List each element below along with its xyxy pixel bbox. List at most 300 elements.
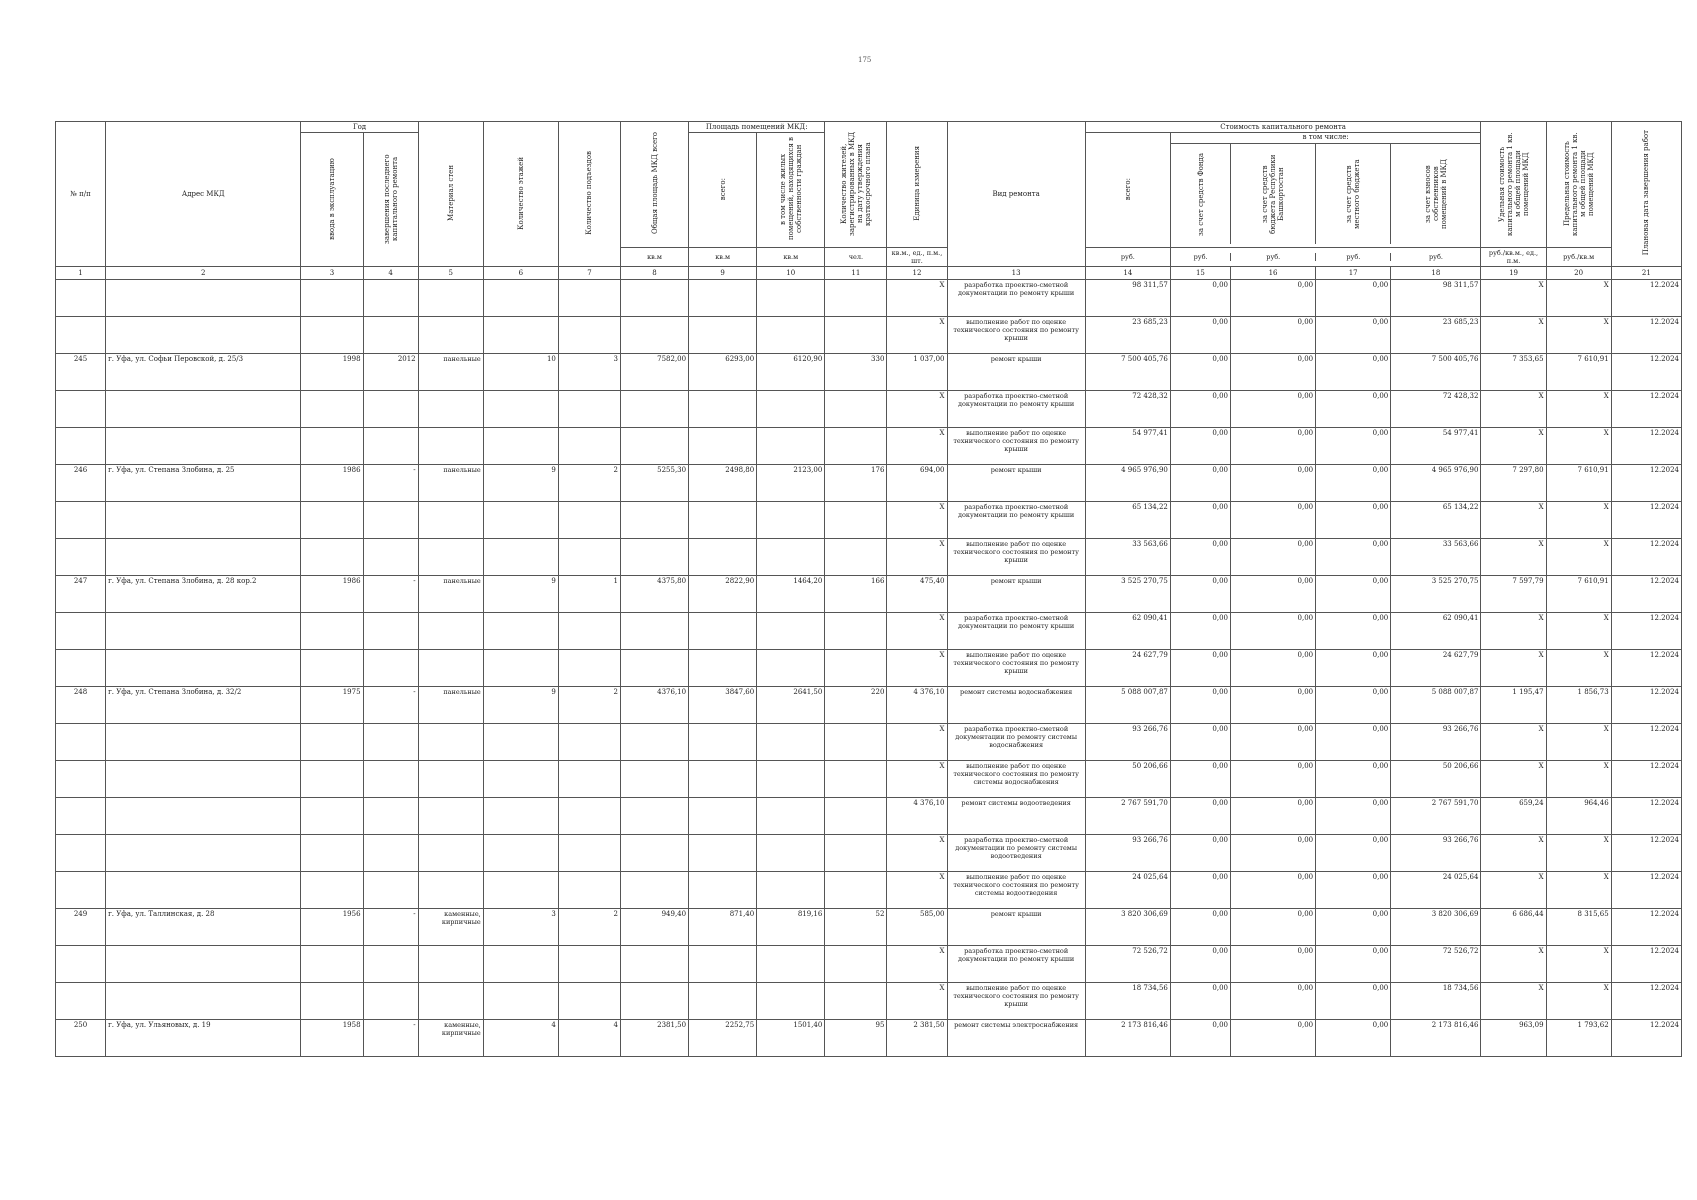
cell-rep: 0,00	[1230, 872, 1315, 909]
cell-loc: 0,00	[1316, 428, 1391, 465]
cell-pp	[757, 391, 825, 428]
cell-uc: X	[1481, 872, 1546, 909]
cell-date: 12.2024	[1611, 946, 1681, 983]
cell-work: разработка проектно-сметной документации по ремонту крыши	[947, 391, 1085, 428]
cell-en	[558, 983, 620, 1020]
cell-ta	[620, 539, 688, 576]
cell-uc: 7 353,65	[1481, 354, 1546, 391]
cell-pa	[689, 835, 757, 872]
cell-fl: 9	[483, 465, 558, 502]
cell-res	[825, 946, 887, 983]
cell-loc: 0,00	[1316, 983, 1391, 1020]
cell-fund: 0,00	[1170, 946, 1230, 983]
cell-pa: 2252,75	[689, 1020, 757, 1057]
cell-pa	[689, 650, 757, 687]
cell-addr: г. Уфа, ул. Софьи Перовской, д. 25/3	[106, 354, 301, 391]
cell-lc: 8 315,65	[1546, 909, 1611, 946]
cell-work: ремонт системы водоснабжения	[947, 687, 1085, 724]
cell-work: ремонт крыши	[947, 354, 1085, 391]
table-row	[56, 1020, 1682, 1057]
cell-addr	[106, 280, 301, 317]
cell-lc: X	[1546, 613, 1611, 650]
cell-loc: 0,00	[1316, 650, 1391, 687]
cell-res	[825, 798, 887, 835]
cell-fund: 0,00	[1170, 354, 1230, 391]
cell-unit: X	[887, 391, 947, 428]
header-premises-area: Площадь помещений МКД:	[689, 122, 825, 133]
cell-ta: 5255,30	[620, 465, 688, 502]
cell-rep: 0,00	[1230, 576, 1315, 613]
table-row	[56, 428, 1682, 465]
cell-y2	[363, 539, 418, 576]
header-floors: Количество этажей	[483, 122, 558, 267]
cell-pp	[757, 650, 825, 687]
header-address: Адрес МКД	[106, 122, 301, 267]
cell-y2: -	[363, 1020, 418, 1057]
cell-uc: X	[1481, 650, 1546, 687]
cell-rep: 0,00	[1230, 835, 1315, 872]
cell-pp	[757, 539, 825, 576]
cell-lc: X	[1546, 280, 1611, 317]
cell-addr	[106, 724, 301, 761]
cell-n	[56, 280, 106, 317]
cell-loc: 0,00	[1316, 946, 1391, 983]
cell-date: 12.2024	[1611, 428, 1681, 465]
cell-n	[56, 724, 106, 761]
cell-n	[56, 650, 106, 687]
cell-total: 7 500 405,76	[1085, 354, 1170, 391]
cell-y1	[301, 798, 363, 835]
cell-fund: 0,00	[1170, 465, 1230, 502]
cell-date: 12.2024	[1611, 354, 1681, 391]
cell-uc: X	[1481, 391, 1546, 428]
cell-en: 4	[558, 1020, 620, 1057]
cell-work: разработка проектно-сметной документации по ремонту крыши	[947, 280, 1085, 317]
table-row	[56, 687, 1682, 724]
cell-res	[825, 650, 887, 687]
cell-mat	[418, 613, 483, 650]
cell-unit: 4 376,10	[887, 687, 947, 724]
cell-loc: 0,00	[1316, 280, 1391, 317]
cell-own: 18 734,56	[1391, 983, 1481, 1020]
cell-ta	[620, 280, 688, 317]
cell-mat: панельные	[418, 576, 483, 613]
cell-lc: 1 793,62	[1546, 1020, 1611, 1057]
cell-en	[558, 539, 620, 576]
column-number: 14	[1085, 267, 1170, 280]
cell-fund: 0,00	[1170, 872, 1230, 909]
cell-fund: 0,00	[1170, 1020, 1230, 1057]
cell-addr	[106, 502, 301, 539]
cell-unit: X	[887, 946, 947, 983]
header-owners: за счет взносов собственников помещений в МКД	[1423, 159, 1448, 229]
cell-ta	[620, 391, 688, 428]
table-row	[56, 798, 1682, 835]
cell-ta	[620, 724, 688, 761]
cell-loc: 0,00	[1316, 465, 1391, 502]
column-number: 9	[689, 267, 757, 280]
cell-y2: 2012	[363, 354, 418, 391]
cell-unit: X	[887, 539, 947, 576]
column-number: 10	[757, 267, 825, 280]
cell-work: разработка проектно-сметной документации по ремонту системы водоснабжения	[947, 724, 1085, 761]
cell-loc: 0,00	[1316, 1020, 1391, 1057]
cell-pp	[757, 613, 825, 650]
header-unit: Единица измерения	[887, 122, 947, 248]
header-cost: Стоимость капитального ремонта	[1085, 122, 1481, 133]
cell-res: 220	[825, 687, 887, 724]
cell-res	[825, 835, 887, 872]
cell-total: 65 134,22	[1085, 502, 1170, 539]
cell-pa	[689, 983, 757, 1020]
header-total-area: Общая площадь МКД всего	[620, 122, 688, 248]
cell-fl	[483, 798, 558, 835]
cell-loc: 0,00	[1316, 909, 1391, 946]
cell-mat	[418, 280, 483, 317]
cell-fl: 10	[483, 354, 558, 391]
cell-total: 50 206,66	[1085, 761, 1170, 798]
cell-ta: 4375,80	[620, 576, 688, 613]
cell-mat: панельные	[418, 465, 483, 502]
cell-en: 2	[558, 465, 620, 502]
column-number: 13	[947, 267, 1085, 280]
cell-uc: X	[1481, 280, 1546, 317]
cell-rep: 0,00	[1230, 317, 1315, 354]
cell-fund: 0,00	[1170, 576, 1230, 613]
cell-own: 98 311,57	[1391, 280, 1481, 317]
cell-y2: -	[363, 909, 418, 946]
cell-addr	[106, 798, 301, 835]
cell-rep: 0,00	[1230, 687, 1315, 724]
cell-loc: 0,00	[1316, 539, 1391, 576]
cell-total: 62 090,41	[1085, 613, 1170, 650]
cell-uc: 7 297,80	[1481, 465, 1546, 502]
cell-pa	[689, 798, 757, 835]
cell-fl: 4	[483, 1020, 558, 1057]
cell-mat: каменные, кирпичные	[418, 1020, 483, 1057]
cell-lc: X	[1546, 983, 1611, 1020]
cell-lc: X	[1546, 539, 1611, 576]
cell-loc: 0,00	[1316, 317, 1391, 354]
cell-total: 5 088 007,87	[1085, 687, 1170, 724]
column-number: 6	[483, 267, 558, 280]
cell-fund: 0,00	[1170, 909, 1230, 946]
cell-n: 246	[56, 465, 106, 502]
cell-loc: 0,00	[1316, 724, 1391, 761]
cell-lc: 7 610,91	[1546, 576, 1611, 613]
cell-uc: 7 597,79	[1481, 576, 1546, 613]
cell-date: 12.2024	[1611, 613, 1681, 650]
column-numbers-row	[56, 267, 1682, 280]
cell-lc: 7 610,91	[1546, 465, 1611, 502]
cell-mat	[418, 946, 483, 983]
column-number: 21	[1611, 267, 1681, 280]
cell-y1	[301, 502, 363, 539]
cell-rep: 0,00	[1230, 428, 1315, 465]
cell-addr: г. Уфа, ул. Степана Злобина, д. 32/2	[106, 687, 301, 724]
cell-lc: X	[1546, 761, 1611, 798]
cell-y1	[301, 724, 363, 761]
cell-y1	[301, 280, 363, 317]
cell-n: 247	[56, 576, 106, 613]
cell-res	[825, 317, 887, 354]
cell-unit: X	[887, 761, 947, 798]
cell-addr: г. Уфа, ул. Степана Злобина, д. 25	[106, 465, 301, 502]
column-number: 17	[1316, 267, 1391, 280]
cell-lc: X	[1546, 946, 1611, 983]
cell-rep: 0,00	[1230, 946, 1315, 983]
cell-pa	[689, 539, 757, 576]
cell-en: 2	[558, 687, 620, 724]
cell-work: разработка проектно-сметной документации по ремонту крыши	[947, 946, 1085, 983]
cell-pa	[689, 724, 757, 761]
header-fund: за счет средств Фонда	[1171, 144, 1231, 244]
cell-date: 12.2024	[1611, 983, 1681, 1020]
cell-own: 65 134,22	[1391, 502, 1481, 539]
column-number: 18	[1391, 267, 1481, 280]
cell-uc: X	[1481, 428, 1546, 465]
cell-res: 52	[825, 909, 887, 946]
cell-own: 2 767 591,70	[1391, 798, 1481, 835]
cell-en	[558, 798, 620, 835]
header-local: за счет средств местного бюджета	[1316, 144, 1391, 244]
table-body	[56, 280, 1682, 1057]
header-entrances: Количество подъездов	[558, 122, 620, 267]
cell-uc: 1 195,47	[1481, 687, 1546, 724]
cell-work: выполнение работ по оценке технического состояния по ремонту системы водоотведения	[947, 872, 1085, 909]
cell-n	[56, 613, 106, 650]
cell-pa: 6293,00	[689, 354, 757, 391]
cell-mat: панельные	[418, 687, 483, 724]
cell-n: 248	[56, 687, 106, 724]
cell-fl	[483, 613, 558, 650]
cell-rep: 0,00	[1230, 761, 1315, 798]
cell-ta	[620, 613, 688, 650]
cell-rep: 0,00	[1230, 724, 1315, 761]
cell-total: 23 685,23	[1085, 317, 1170, 354]
cell-date: 12.2024	[1611, 391, 1681, 428]
cell-res	[825, 983, 887, 1020]
cell-y2: -	[363, 687, 418, 724]
cell-mat	[418, 650, 483, 687]
cell-rep: 0,00	[1230, 1020, 1315, 1057]
cell-lc: X	[1546, 835, 1611, 872]
cell-addr	[106, 946, 301, 983]
cell-en: 1	[558, 576, 620, 613]
cell-date: 12.2024	[1611, 909, 1681, 946]
cell-pp	[757, 835, 825, 872]
cell-uc: X	[1481, 983, 1546, 1020]
cell-lc: X	[1546, 724, 1611, 761]
cell-addr	[106, 391, 301, 428]
cell-date: 12.2024	[1611, 539, 1681, 576]
cell-uc: X	[1481, 502, 1546, 539]
column-number: 19	[1481, 267, 1546, 280]
table-row	[56, 724, 1682, 761]
cell-unit: X	[887, 872, 947, 909]
cell-own: 3 820 306,69	[1391, 909, 1481, 946]
table-row	[56, 317, 1682, 354]
cell-own: 72 428,32	[1391, 391, 1481, 428]
cell-loc: 0,00	[1316, 391, 1391, 428]
cell-fund: 0,00	[1170, 280, 1230, 317]
table-row	[56, 872, 1682, 909]
cell-y2: -	[363, 576, 418, 613]
cell-rep: 0,00	[1230, 391, 1315, 428]
cell-n	[56, 317, 106, 354]
cell-total: 72 428,32	[1085, 391, 1170, 428]
cell-pp: 2641,50	[757, 687, 825, 724]
cell-unit: 475,40	[887, 576, 947, 613]
cell-en	[558, 761, 620, 798]
cell-work: ремонт крыши	[947, 465, 1085, 502]
cell-y1: 1986	[301, 576, 363, 613]
cell-y2	[363, 502, 418, 539]
cell-total: 93 266,76	[1085, 835, 1170, 872]
cell-en	[558, 613, 620, 650]
cell-pa: 2822,90	[689, 576, 757, 613]
cell-date: 12.2024	[1611, 687, 1681, 724]
cell-work: выполнение работ по оценке технического состояния по ремонту крыши	[947, 983, 1085, 1020]
cell-ta	[620, 946, 688, 983]
cell-own: 93 266,76	[1391, 724, 1481, 761]
cell-rep: 0,00	[1230, 354, 1315, 391]
cell-fund: 0,00	[1170, 687, 1230, 724]
cell-uc: 6 686,44	[1481, 909, 1546, 946]
cell-total: 2 767 591,70	[1085, 798, 1170, 835]
cell-loc: 0,00	[1316, 761, 1391, 798]
cell-y2	[363, 946, 418, 983]
cell-ta	[620, 983, 688, 1020]
cell-unit: 694,00	[887, 465, 947, 502]
cell-n	[56, 761, 106, 798]
column-number: 16	[1230, 267, 1315, 280]
cell-own: 33 563,66	[1391, 539, 1481, 576]
cell-addr	[106, 835, 301, 872]
cell-uc: 963,09	[1481, 1020, 1546, 1057]
cell-en	[558, 724, 620, 761]
cell-work: выполнение работ по оценке технического состояния по ремонту крыши	[947, 650, 1085, 687]
cell-total: 72 526,72	[1085, 946, 1170, 983]
cell-pa: 3847,60	[689, 687, 757, 724]
cell-mat: панельные	[418, 354, 483, 391]
cell-date: 12.2024	[1611, 317, 1681, 354]
cell-pp	[757, 983, 825, 1020]
header-num: № п/п	[56, 122, 106, 267]
cell-loc: 0,00	[1316, 613, 1391, 650]
table-row	[56, 465, 1682, 502]
cell-pa	[689, 946, 757, 983]
cell-y2	[363, 835, 418, 872]
cell-mat: каменные, кирпичные	[418, 909, 483, 946]
table-row	[56, 909, 1682, 946]
cell-fund: 0,00	[1170, 317, 1230, 354]
cell-work: ремонт крыши	[947, 909, 1085, 946]
cell-ta	[620, 317, 688, 354]
cell-date: 12.2024	[1611, 724, 1681, 761]
cell-addr	[106, 983, 301, 1020]
table-row	[56, 946, 1682, 983]
cell-lc: 964,46	[1546, 798, 1611, 835]
cell-addr	[106, 317, 301, 354]
cell-date: 12.2024	[1611, 1020, 1681, 1057]
cell-mat	[418, 428, 483, 465]
cell-unit: X	[887, 317, 947, 354]
cell-y1	[301, 650, 363, 687]
cell-fund: 0,00	[1170, 983, 1230, 1020]
column-number: 3	[301, 267, 363, 280]
cell-fund: 0,00	[1170, 761, 1230, 798]
cell-y1	[301, 983, 363, 1020]
cell-loc: 0,00	[1316, 798, 1391, 835]
cell-loc: 0,00	[1316, 835, 1391, 872]
cell-total: 18 734,56	[1085, 983, 1170, 1020]
cell-date: 12.2024	[1611, 835, 1681, 872]
cell-n: 245	[56, 354, 106, 391]
cell-fl	[483, 724, 558, 761]
cell-work: выполнение работ по оценке технического состояния по ремонту системы водоснабжения	[947, 761, 1085, 798]
cell-en	[558, 946, 620, 983]
column-number: 5	[418, 267, 483, 280]
cell-work: ремонт системы электроснабжения	[947, 1020, 1085, 1057]
cell-ta: 7582,00	[620, 354, 688, 391]
cell-mat	[418, 502, 483, 539]
cell-pp	[757, 798, 825, 835]
cell-date: 12.2024	[1611, 872, 1681, 909]
cell-fund: 0,00	[1170, 391, 1230, 428]
cell-rep: 0,00	[1230, 280, 1315, 317]
cell-total: 98 311,57	[1085, 280, 1170, 317]
cell-mat	[418, 835, 483, 872]
cell-lc: 1 856,73	[1546, 687, 1611, 724]
cell-y1	[301, 872, 363, 909]
cell-own: 72 526,72	[1391, 946, 1481, 983]
cell-fl	[483, 983, 558, 1020]
cell-addr: г. Уфа, ул. Таллинская, д. 28	[106, 909, 301, 946]
cell-n: 250	[56, 1020, 106, 1057]
cell-work: разработка проектно-сметной документации по ремонту системы водоотведения	[947, 835, 1085, 872]
cell-pa	[689, 761, 757, 798]
table-row	[56, 391, 1682, 428]
cell-pp	[757, 761, 825, 798]
cell-fl	[483, 539, 558, 576]
column-number: 1	[56, 267, 106, 280]
cell-total: 24 627,79	[1085, 650, 1170, 687]
cell-en: 2	[558, 909, 620, 946]
cell-fl	[483, 391, 558, 428]
cell-n	[56, 835, 106, 872]
cell-unit: X	[887, 724, 947, 761]
cell-total: 3 525 270,75	[1085, 576, 1170, 613]
header-work-type: Вид ремонта	[947, 122, 1085, 267]
header-premises-total: всего:	[689, 133, 757, 248]
cell-unit: X	[887, 428, 947, 465]
cell-rep: 0,00	[1230, 613, 1315, 650]
cell-pp: 1464,20	[757, 576, 825, 613]
cell-pa	[689, 280, 757, 317]
cell-mat	[418, 539, 483, 576]
table-row	[56, 613, 1682, 650]
cell-ta	[620, 428, 688, 465]
header-premises-paying: в том числе жилых помещений, находящихся в собственности граждан	[757, 133, 825, 248]
cell-fund: 0,00	[1170, 539, 1230, 576]
cell-work: выполнение работ по оценке технического состояния по ремонту крыши	[947, 539, 1085, 576]
cell-en	[558, 317, 620, 354]
cell-res	[825, 502, 887, 539]
cell-ta	[620, 835, 688, 872]
cell-y1	[301, 539, 363, 576]
cell-uc: X	[1481, 946, 1546, 983]
